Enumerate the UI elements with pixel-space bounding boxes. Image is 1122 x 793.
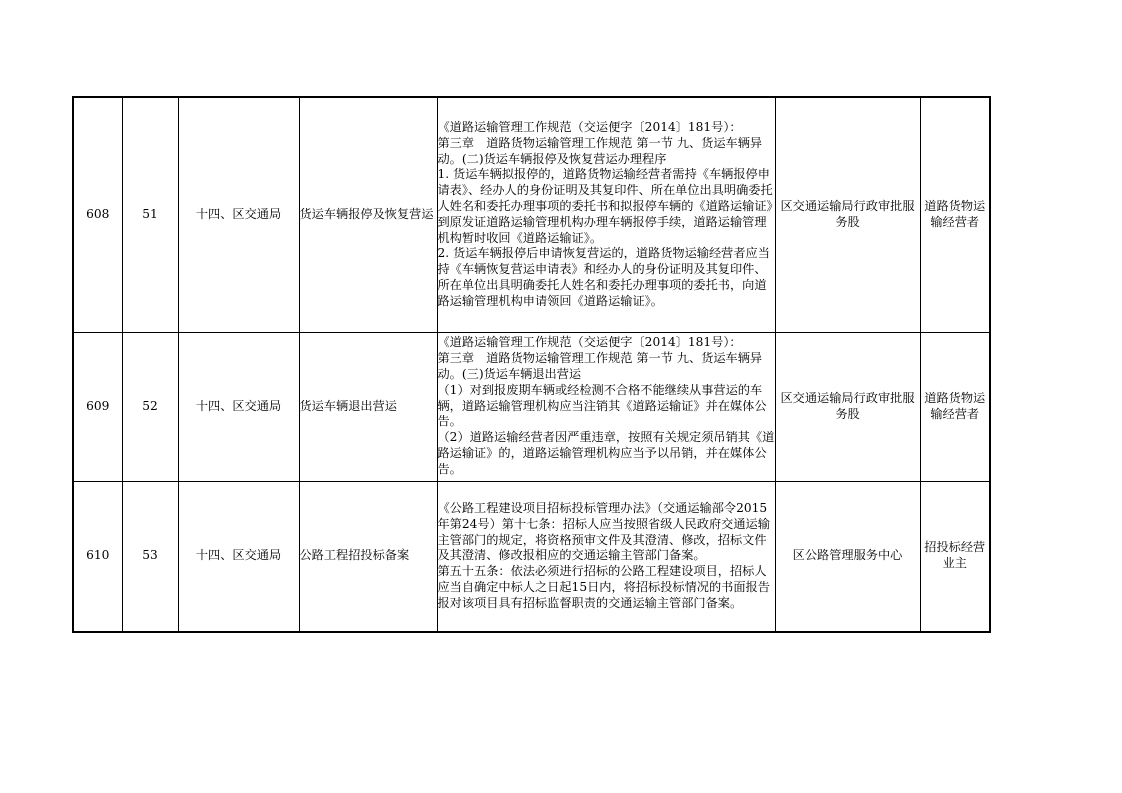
basis-line: 《道路运输管理工作规范（交运便字〔2014〕181号）： — [437, 335, 742, 350]
seq-cell: 609 — [73, 332, 122, 481]
basis-line: （2）道路运输经营者因严重违章，按照有关规定须吊销其《道路运输证》的，道路运输管理机构应当予以吊销，并在媒体公告。 — [437, 430, 775, 476]
item-name-cell: 公路工程招投标备案 — [299, 481, 437, 632]
department-cell: 区交通运输局行政审批服务股 — [775, 332, 920, 481]
unit-cell: 十四、区交通局 — [178, 332, 299, 481]
basis-line: 第五十五条：依法必须进行招标的公路工程建设项目，招标人应当自确定中标人之日起15日内，将招标投标情况的书面报告报对该项目具有招标监督职责的交通运输主管部门备案。 — [437, 564, 770, 610]
basis-line: 2. 货运车辆报停后申请恢复营运的，道路货物运输经营者应当持《车辆恢复营运申请表》和经办人的身份证明及其复印件、所在单位出具明确委托人姓名和委托办理事项的委托书，向道路运输管理机构申请领回《道路运输证》。 — [437, 246, 770, 308]
sub-seq-cell: 52 — [122, 332, 178, 481]
item-name-cell: 货运车辆报停及恢复营运 — [299, 97, 437, 332]
basis-cell — [437, 332, 775, 481]
object-cell: 道路货物运输经营者 — [920, 332, 990, 481]
department-cell: 区交通运输局行政审批服务股 — [775, 97, 920, 332]
unit-cell: 十四、区交通局 — [178, 481, 299, 632]
seq-cell: 610 — [73, 481, 122, 632]
basis-line: 第三章 道路货物运输管理工作规范 第一节 九、货运车辆异动。(三)货运车辆退出营运 — [437, 351, 763, 381]
table-row — [73, 332, 990, 481]
department-cell: 区公路管理服务中心 — [775, 481, 920, 632]
basis-line: 《公路工程建设项目招标投标管理办法》（交通运输部令2015年第24号）第十七条：招标人应当按照省级人民政府交通运输主管部门的规定，将资格预审文件及其澄清、修改，招标文件及其澄清、修改报相应的交通运输主管部门备案。 — [437, 500, 770, 563]
seq-cell: 608 — [73, 97, 122, 332]
object-cell: 招投标经营业主 — [920, 481, 990, 632]
object-cell: 道路货物运输经营者 — [920, 97, 990, 332]
table-row — [73, 97, 990, 332]
basis-cell — [437, 481, 775, 632]
basis-line: 第三章 道路货物运输管理工作规范 第一节 九、货运车辆异动。(二)货运车辆报停及恢复营运办理程序 — [437, 135, 763, 166]
item-name-cell: 货运车辆退出营运 — [299, 332, 437, 481]
items-table — [72, 96, 991, 633]
table-row — [73, 481, 990, 632]
basis-line: 《道路运输管理工作规范（交运便字〔2014〕181号）： — [437, 119, 742, 134]
sub-seq-cell: 53 — [122, 481, 178, 632]
basis-line: （1）对到报废期车辆或经检测不合格不能继续从事营运的车辆，道路运输管理机构应当注销其《道路运输证》并在媒体公告。 — [437, 382, 767, 429]
sub-seq-cell: 51 — [122, 97, 178, 332]
basis-cell — [437, 97, 775, 332]
basis-line: 1. 货运车辆拟报停的，道路货物运输经营者需持《车辆报停申请表》、经办人的身份证明及其复印件、所在单位出具明确委托人姓名和委托办理事项的委托书和拟报停车辆的《道路运输证》到原发证道路运输管理机构办理车辆报停手续，道路运输管理机构暂时收回《道路运输证》。 — [437, 167, 773, 245]
unit-cell: 十四、区交通局 — [178, 97, 299, 332]
